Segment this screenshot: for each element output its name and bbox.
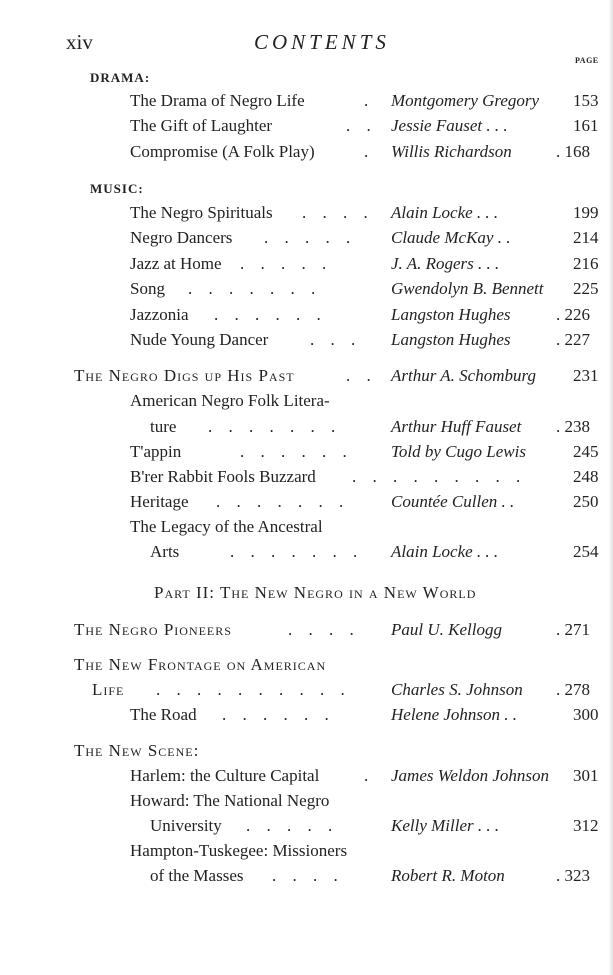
page-folio: xiv — [66, 30, 93, 54]
leader-dots: . . — [346, 366, 377, 385]
leader-dots: . — [364, 91, 375, 110]
entry-page: . 238 — [556, 417, 590, 436]
entry-page: 225 — [573, 279, 599, 298]
toc-entry — [0, 766, 613, 791]
toc-entry — [0, 366, 613, 391]
toc-entry — [0, 330, 613, 355]
entry-title: Nude Young Dancer — [130, 330, 269, 349]
entry-title: ture — [150, 417, 177, 436]
entry-page: . 226 — [556, 305, 590, 324]
leader-dots: . . . . . . — [240, 442, 353, 461]
entry-page: . 271 — [556, 620, 590, 639]
page-header — [0, 30, 613, 60]
entry-title: B'rer Rabbit Fools Buzzard — [130, 467, 316, 486]
leader-dots: . . — [346, 116, 377, 135]
part-heading — [154, 583, 476, 603]
entry-author: J. A. Rogers . . . — [391, 254, 500, 273]
toc-entry — [0, 254, 613, 279]
entry-title: T'appin — [130, 442, 182, 461]
entry-title: Howard: The National Negro — [130, 791, 330, 810]
toc-entry — [0, 741, 613, 766]
toc-entry — [0, 816, 613, 841]
entry-title: Life — [92, 680, 125, 699]
entry-author: Jessie Fauset . . . — [391, 116, 508, 135]
entry-page: 231 — [573, 366, 599, 385]
leader-dots: . . . . . . . . . . — [156, 680, 351, 699]
entry-author: Alain Locke . . . — [391, 203, 499, 222]
entry-title: Jazz at Home — [130, 254, 222, 273]
leader-dots: . . . . . . . — [230, 542, 364, 561]
leader-dots: . . . . — [302, 203, 374, 222]
toc-entry — [0, 203, 613, 228]
leader-dots: . . . . . — [264, 228, 357, 247]
toc-entry — [0, 620, 613, 645]
toc-entry — [0, 705, 613, 730]
entry-author: Langston Hughes — [391, 305, 511, 324]
entry-page: 312 — [573, 816, 599, 835]
entry-page: 254 — [573, 542, 599, 561]
entry-author: Gwendolyn B. Bennett — [391, 279, 544, 298]
toc-entry — [0, 866, 613, 891]
section-music: MUSIC: — [90, 181, 144, 196]
entry-title: The New Frontage on American — [74, 655, 327, 674]
entry-title: of the Masses — [150, 866, 244, 885]
entry-page: 214 — [573, 228, 599, 247]
toc-entry — [0, 542, 613, 567]
leader-dots: . . . . . . . — [188, 279, 322, 298]
leader-dots: . . . . . . — [214, 305, 327, 324]
leader-dots: . — [364, 142, 375, 161]
entry-page: 250 — [573, 492, 599, 511]
entry-title: The Negro Digs up His Past — [74, 366, 295, 385]
entry-title: Jazzonia — [130, 305, 189, 324]
entry-author: Paul U. Kellogg — [391, 620, 502, 639]
leader-dots: . . . . — [288, 620, 360, 639]
entry-title: Arts — [150, 542, 180, 561]
leader-dots: . . . . . — [240, 254, 333, 273]
entry-title: Compromise (A Folk Play) — [130, 142, 315, 161]
leader-dots: . — [364, 766, 375, 785]
entry-author: Robert R. Moton — [391, 866, 505, 885]
toc-entry — [0, 655, 613, 680]
entry-author: Arthur A. Schomburg — [391, 366, 536, 385]
entry-title: Heritage — [130, 492, 189, 511]
entry-page: 245 — [573, 442, 599, 461]
entry-author: Countée Cullen . . — [391, 492, 515, 511]
entry-author: Told by Cugo Lewis — [391, 442, 526, 461]
entry-title: University — [150, 816, 222, 835]
toc-entry — [0, 841, 613, 866]
part-title: Part II: The New Negro in a New World — [154, 583, 477, 602]
leader-dots: . . . . . — [246, 816, 339, 835]
entry-author: Langston Hughes — [391, 330, 511, 349]
leader-dots: . . . . . . — [222, 705, 335, 724]
toc-entry — [0, 417, 613, 442]
toc-entry — [0, 391, 613, 416]
toc-entry — [0, 142, 613, 167]
section-drama: DRAMA: — [90, 70, 151, 85]
entry-page: 153 — [573, 91, 599, 110]
entry-page: 216 — [573, 254, 599, 273]
entry-title: Harlem: the Culture Capital — [130, 766, 320, 785]
entry-page: . 227 — [556, 330, 590, 349]
page-column-label: PAGE — [575, 56, 599, 65]
entry-page: 199 — [573, 203, 599, 222]
entry-title: Negro Dancers — [130, 228, 233, 247]
entry-title: The Negro Spirituals — [130, 203, 273, 222]
entry-author: Charles S. Johnson — [391, 680, 523, 699]
toc-entry — [0, 279, 613, 304]
page-title: CONTENTS — [254, 30, 390, 54]
entry-author: Willis Richardson — [391, 142, 512, 161]
entry-page: 301 — [573, 766, 599, 785]
entry-title: The Negro Pioneers — [74, 620, 232, 639]
leader-dots: . . . . . . . — [208, 417, 342, 436]
entry-page: 248 — [573, 467, 599, 486]
toc-entry — [0, 442, 613, 467]
entry-author: Montgomery Gregory — [391, 91, 540, 110]
toc-entry — [0, 116, 613, 141]
entry-author: Claude McKay . . — [391, 228, 511, 247]
entry-author: Alain Locke . . . — [391, 542, 499, 561]
toc-entry — [0, 305, 613, 330]
entry-title: The Drama of Negro Life — [130, 91, 305, 110]
entry-author: Arthur Huff Fauset — [391, 417, 522, 436]
entry-title: Song — [130, 279, 165, 298]
entry-title: American Negro Folk Litera- — [130, 391, 330, 410]
entry-author: Helene Johnson . . — [391, 705, 518, 724]
entry-title: The New Scene: — [74, 741, 200, 760]
entry-page: 161 — [573, 116, 599, 135]
entry-page: 300 — [573, 705, 599, 724]
toc-entry — [0, 492, 613, 517]
toc-entry — [0, 791, 613, 816]
entry-title: The Legacy of the Ancestral — [130, 517, 323, 536]
entry-title: The Gift of Laughter — [130, 116, 273, 135]
toc-entry — [0, 91, 613, 116]
entry-title: The Road — [130, 705, 197, 724]
toc-entry — [0, 228, 613, 253]
leader-dots: . . . . . . . — [216, 492, 350, 511]
toc-entry — [0, 517, 613, 542]
entry-author: Kelly Miller . . . — [391, 816, 500, 835]
entry-page: . 168 — [556, 142, 590, 161]
toc-entry — [0, 467, 613, 492]
leader-dots: . . . . — [272, 866, 344, 885]
toc-entry — [0, 680, 613, 705]
leader-dots: . . . . . . . . . — [352, 467, 527, 486]
leader-dots: . . . — [310, 330, 362, 349]
entry-page: . 278 — [556, 680, 590, 699]
entry-page: . 323 — [556, 866, 590, 885]
entry-author: James Weldon Johnson — [391, 766, 550, 785]
entry-title: Hampton-Tuskegee: Missioners — [130, 841, 348, 860]
